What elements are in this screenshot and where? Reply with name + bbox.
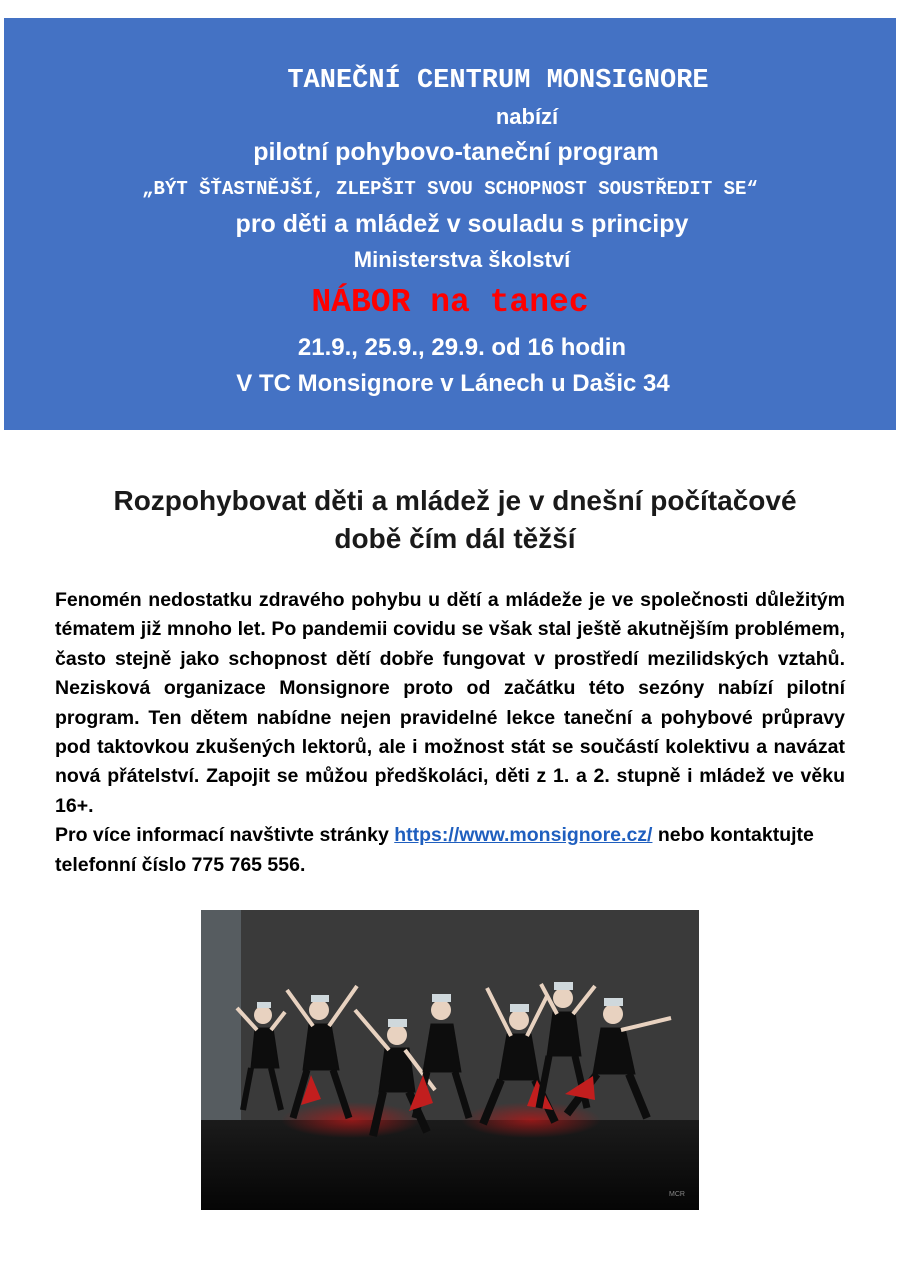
photo-watermark: MCR bbox=[669, 1191, 685, 1198]
banner-program: pilotní pohybovo-taneční program bbox=[253, 138, 659, 166]
banner-venue: V TC Monsignore v Lánech u Dašic 34 bbox=[236, 370, 670, 397]
article-headline bbox=[60, 482, 850, 558]
banner-quote: „BÝT ŠŤASTNĚJŠÍ, ZLEPŠIT SVOU SCHOPNOST SOUSTŘEDIT SE“ bbox=[142, 178, 758, 200]
article-paragraph: Fenomén nedostatku zdravého pohybu u dětí a mládeže je ve společnosti důležitým tématem již mnoho let. Po pandemii covidu se však stal ještě akutnějším problémem, často stejně jako schopnost dětí dobře fungovat v prostředí mezilidských vztahů. Nezisková organizace Monsignore proto od začátku této sezóny nabízí pilotní program. Ten dětem nabídne nejen pravidelné lekce taneční a pohybové průpravy pod taktovkou zkušených lektorů, ale i možnost stát se součástí kolektivu a navázat nová přátelství. Zapojit se můžou předškoláci, děti z 1. a 2. stupně i mládež ve věku 16+. bbox=[55, 589, 845, 817]
header-banner bbox=[4, 18, 896, 430]
banner-recruitment: NÁBOR na tanec bbox=[311, 284, 589, 321]
dance-group-photo bbox=[201, 910, 699, 1210]
article-body bbox=[55, 586, 845, 880]
headline-line-2: době čím dál těžší bbox=[334, 523, 576, 554]
contact-info bbox=[55, 821, 845, 880]
info-suffix: nebo kontaktujte telefonní číslo 775 765 556. bbox=[55, 824, 814, 876]
dancers-illustration bbox=[201, 910, 699, 1210]
banner-ministry: Ministerstva školství bbox=[353, 247, 571, 272]
banner-audience: pro děti a mládež v souladu s principy bbox=[235, 210, 689, 238]
banner-dates: 21.9., 25.9., 29.9. od 16 hodin bbox=[297, 334, 627, 361]
banner-offers: nabízí bbox=[495, 104, 559, 129]
website-link[interactable]: https://www.monsignore.cz/ bbox=[394, 824, 653, 847]
info-prefix: Pro více informací navštivte stránky bbox=[55, 824, 389, 847]
headline-line-1: Rozpohybovat děti a mládež je v dnešní počítačové bbox=[113, 485, 797, 516]
banner-title: TANEČNÍ CENTRUM MONSIGNORE bbox=[287, 66, 709, 96]
